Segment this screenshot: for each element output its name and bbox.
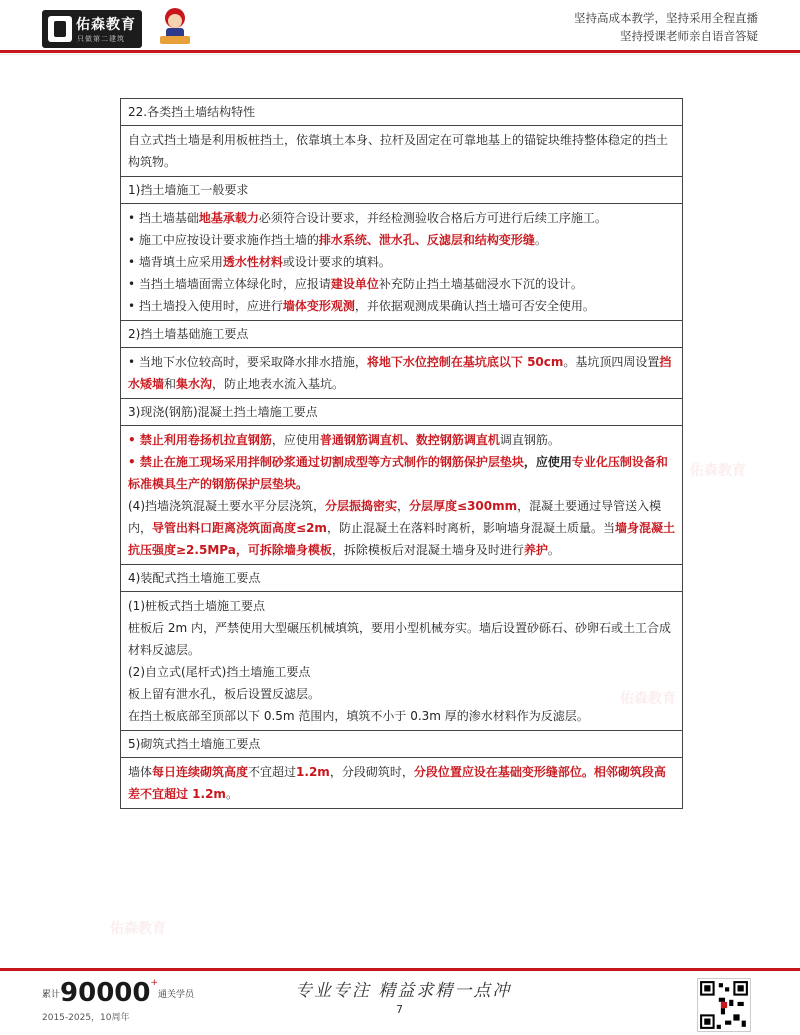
section-5-title: 5)砌筑式挡土墙施工要点 (128, 737, 261, 751)
page-number: 7 (396, 1003, 403, 1016)
brand-subtitle: 只做第二建筑 (77, 35, 125, 43)
document-title: 22.各类挡土墙结构特性 (128, 105, 256, 119)
list-item: • 当挡土墙墙面需立体绿化时，应报请建设单位补充防止挡土墙基础浸水下沉的设计。 (128, 277, 583, 291)
anniversary-text: 2015-2025，10周年 (42, 1013, 130, 1023)
section-1 (121, 177, 682, 321)
brand-logo (42, 10, 142, 48)
page-header (0, 0, 800, 60)
paragraph: 在挡土板底部至顶部以下 0.5m 范围内，填筑不小于 0.3m 厚的渗水材料作为反滤层。 (128, 709, 589, 723)
section-3 (121, 399, 682, 565)
section-5-body (121, 757, 682, 808)
brand-name: 佑森教育 (76, 17, 136, 33)
list-item: • 禁止在施工现场采用拌制砂浆通过切割成型等方式制作的钢筋保护层垫块，应使用专业化压制设备和标准模具生产的钢筋保护层垫块。 (128, 455, 668, 491)
list-item: • 禁止利用卷扬机拉直钢筋，应使用普通钢筋调直机、数控钢筋调直机调直钢筋。 (128, 433, 560, 447)
footer-divider (0, 968, 800, 971)
section-4-body (121, 591, 682, 730)
qr-code-icon (697, 978, 751, 1032)
document-title-row (121, 99, 682, 177)
watermark: 佑森教育 (110, 921, 166, 937)
section-2 (121, 321, 682, 399)
list-item: • 挡土墙投入使用时，应进行墙体变形观测，并依据观测成果确认挡土墙可否安全使用。 (128, 299, 595, 313)
section-3-body (121, 425, 682, 564)
intro-paragraph (121, 125, 682, 176)
paragraph: 板上留有泄水孔，板后设置反滤层。 (128, 687, 321, 701)
mascot-icon (158, 6, 192, 48)
section-2-body (121, 347, 682, 398)
content-table (120, 98, 683, 809)
intro-text: 自立式挡土墙是利用板桩挡土，依靠填土本身、拉杆及固定在可靠地基上的锚锭块维持整体稳定的挡土构筑物。 (128, 133, 669, 169)
signature: 专业专注 精益求精一点冲 (295, 981, 512, 1001)
slogan-line-1: 坚持高成本教学，坚持采用全程直播 (574, 11, 758, 25)
list-item: • 墙背填土应采用透水性材料或设计要求的填料。 (128, 255, 391, 269)
paragraph: 墙体每日连续砌筑高度不宜超过1.2m，分段砌筑时，分段位置应设在基础变形缝部位。相邻砌筑段高差不宜超过 1.2m。 (128, 765, 666, 801)
list-item: • 挡土墙基础地基承载力必须符合设计要求，并经检测验收合格后方可进行后续工序施工。 (128, 211, 607, 225)
section-2-title: 2)挡土墙基础施工要点 (128, 327, 249, 341)
section-4-title: 4)装配式挡土墙施工要点 (128, 571, 261, 585)
subheading: (2)自立式(尾杆式)挡土墙施工要点 (128, 665, 311, 679)
paragraph: (4)挡墙浇筑混凝土要水平分层浇筑，分层振捣密实，分层厚度≤300mm，混凝土要通过导管送入模内，导管出料口距离浇筑面高度≤2m，防止混凝土在落料时离析，影响墙身混凝土质量。当墙身混凝土抗压强度≥2.5MPa，可拆除墙身模板，拆除模板后对混凝土墙身及时进行养护。 (128, 499, 675, 557)
header-divider (0, 50, 800, 53)
logo-icon (48, 16, 72, 42)
section-3-title: 3)现浇(钢筋)混凝土挡土墙施工要点 (128, 405, 318, 419)
section-5 (121, 731, 682, 808)
section-1-body (121, 203, 682, 320)
paragraph: 桩板后 2m 内，严禁使用大型碾压机械填筑，要用小型机械夯实。墙后设置砂砾石、砂卵石或土工合成材料反滤层。 (128, 621, 671, 657)
header-divider-thin (0, 54, 800, 55)
section-1-title: 1)挡土墙施工一般要求 (128, 183, 249, 197)
student-count: 累计90000+通关学员 (42, 978, 195, 1008)
section-4 (121, 565, 682, 731)
paragraph: • 当地下水位较高时，要采取降水排水措施，将地下水位控制在基坑底以下 50cm。基坑顶四周设置挡水矮墙和集水沟，防止地表水流入基坑。 (128, 355, 672, 391)
list-item: • 施工中应按设计要求施作挡土墙的排水系统、泄水孔、反滤层和结构变形缝。 (128, 233, 547, 247)
subheading: (1)桩板式挡土墙施工要点 (128, 599, 265, 613)
watermark: 佑森教育 (620, 691, 676, 707)
footer-stats (42, 978, 194, 1023)
watermark: 佑森教育 (690, 463, 746, 479)
slogan-line-2: 坚持授课老师亲自语音答疑 (620, 29, 758, 43)
